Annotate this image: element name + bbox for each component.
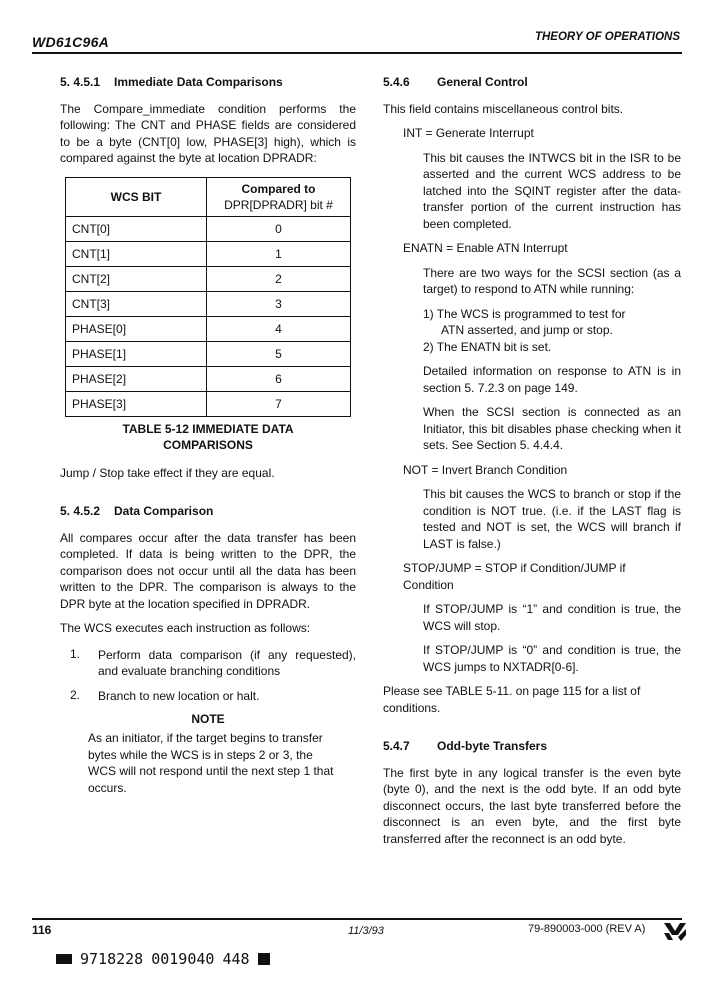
header-rule (32, 52, 682, 54)
company-logo-icon (664, 921, 686, 943)
table-header-compared-line1: Compared to (241, 181, 316, 196)
table-cell-value: 2 (207, 266, 351, 291)
paragraph-see-table: Please see TABLE 5-11. on page 115 for a list of conditions. (383, 684, 641, 715)
section-number: 5.4.7 (383, 739, 410, 753)
table-cell-bit: PHASE[3] (66, 391, 207, 416)
table-row (66, 366, 351, 391)
list-item (60, 688, 356, 705)
not-description: This bit causes the WCS to branch or stop if the condition is NOT true. (i.e. if the LAST flag is tested and NOT is set, the WCS will branch if LAST is false.) (423, 487, 681, 551)
barcode-text-1: 9718228 (80, 950, 144, 968)
barcode-block-icon (56, 954, 72, 964)
barcode-text-3: 448 (222, 950, 250, 968)
paragraph-compare-immediate: The Compare_immediate condition performs the following: The CNT and PHASE fields are considered to be a byte (CNT[0] low, PHASE[3] high), which is compared against the byte at location DPRADR: (60, 101, 356, 165)
table-cell-value: 6 (207, 366, 351, 391)
table-cell-bit: CNT[2] (66, 266, 207, 291)
table-caption-line1: TABLE 5-12 IMMEDIATE DATA (122, 421, 294, 436)
barcode-text-2: 0019040 (151, 950, 215, 968)
table-cell-bit: PHASE[0] (66, 316, 207, 341)
enatn-list-2: 2) The ENATN bit is set. (423, 339, 552, 354)
stop-jump-0: If STOP/JUMP is “0” and condition is true, the WCS jumps to NXTADR[0-6]. (423, 643, 681, 674)
table-cell-value: 4 (207, 316, 351, 341)
table-row (66, 266, 351, 291)
table-row (66, 341, 351, 366)
table-cell-value: 5 (207, 341, 351, 366)
table-cell-bit: CNT[3] (66, 291, 207, 316)
section-number: 5. 4.5.1 (60, 75, 101, 89)
section-number: 5. 4.5.2 (60, 504, 101, 518)
table-header-wcs-bit: WCS BIT (66, 177, 207, 216)
footer-page-number: 116 (32, 923, 52, 937)
enatn-detail: Detailed information on response to ATN is in section 5. 7.2.3 on page 149. (423, 364, 681, 395)
table-cell-bit: PHASE[2] (66, 366, 207, 391)
immediate-comparison-table (65, 177, 351, 417)
paragraph-data-comparison: All compares occur after the data transfer has been completed. If data is being written to the DPR, the comparison does not occur until all the data has been written to the DPR. The comparison is always to the DPR byte at the location specified in DPRADR. (60, 530, 356, 611)
paragraph-odd-byte: The first byte in any logical transfer is the even byte (byte 0), and the next is the odd byte. If an odd byte disconnect occurs, the last byte transferred before the disconnect is an even byte, and the first byte transferred after the reconnect is an odd byte. (383, 765, 681, 846)
table-row (66, 241, 351, 266)
section-title: Odd-byte Transfers (437, 739, 548, 753)
table-header-compared (207, 177, 351, 216)
paragraph-jump-stop: Jump / Stop take effect if they are equal. (60, 465, 275, 480)
footer-rule (32, 918, 682, 920)
table-row (66, 391, 351, 416)
enatn-list-1b: ATN asserted, and jump or stop. (441, 323, 613, 337)
table-cell-value: 0 (207, 216, 351, 241)
section-title: Immediate Data Comparisons (114, 75, 283, 89)
enatn-heading: ENATN = Enable ATN Interrupt (403, 241, 568, 255)
footer-date: 11/3/93 (348, 925, 384, 937)
table-cell-bit: CNT[0] (66, 216, 207, 241)
table-cell-value: 1 (207, 241, 351, 266)
section-number: 5.4.6 (383, 75, 410, 89)
list-text: Branch to new location or halt. (98, 688, 260, 703)
table-row (66, 291, 351, 316)
table-cell-bit: PHASE[1] (66, 341, 207, 366)
enatn-initiator: When the SCSI section is connected as an Initiator, this bit disables phase checking when it sets. See Section 5. 4.4.4. (423, 405, 681, 452)
list-number: 2. (70, 687, 81, 702)
section-heading-5451 (60, 74, 356, 91)
section-heading-547 (383, 738, 681, 755)
table-header-row (66, 177, 351, 216)
table-row (66, 216, 351, 241)
table-row (66, 316, 351, 341)
table-header-compared-line2: DPR[DPRADR] bit # (224, 197, 333, 212)
table-caption (60, 421, 356, 453)
section-heading-546 (383, 74, 681, 91)
list-item (60, 647, 356, 680)
section-heading-5452 (60, 503, 356, 520)
paragraph-wcs-executes: The WCS executes each instruction as follows: (60, 621, 311, 635)
note-text: As an initiator, if the target begins to transfer bytes while the WCS is in steps 2 or 3, the WCS will not respond until the next step 1 that occurs. (88, 731, 334, 795)
header-section-title: THEORY OF OPERATIONS (534, 31, 680, 43)
stop-jump-1: If STOP/JUMP is “1” and condition is true, the WCS will stop. (423, 602, 681, 633)
paragraph-general-control: This field contains miscellaneous control bits. (383, 101, 624, 116)
int-heading: INT = Generate Interrupt (403, 126, 534, 140)
stop-jump-heading: STOP/JUMP = STOP if Condition/JUMP if Condition (403, 561, 626, 592)
left-column (60, 74, 356, 796)
barcode-block-icon (258, 953, 270, 965)
header-doc-id: WD61C96A (32, 34, 110, 50)
table-cell-value: 3 (207, 291, 351, 316)
note-heading: NOTE (191, 712, 225, 726)
enatn-description: There are two ways for the SCSI section (as a target) to respond to ATN while running: (423, 265, 681, 296)
section-title: General Control (437, 75, 528, 89)
table-cell-bit: CNT[1] (66, 241, 207, 266)
barcode-line (56, 950, 270, 968)
enatn-list-1a: 1) The WCS is programmed to test for (423, 306, 626, 321)
int-description: This bit causes the INTWCS bit in the ISR to be asserted and the current WCS address to be latched into the SQINT register after the data-transfer portion of the current instruction has been completed. (423, 150, 681, 231)
table-cell-value: 7 (207, 391, 351, 416)
right-column (383, 74, 681, 847)
section-title: Data Comparison (114, 504, 214, 518)
footer-doc-number: 79-890003-000 (REV A) (528, 923, 646, 935)
list-number: 1. (70, 646, 81, 661)
not-heading: NOT = Invert Branch Condition (403, 462, 568, 477)
list-text: Perform data comparison (if any requested), and evaluate branching conditions (98, 647, 356, 678)
table-caption-line2: COMPARISONS (163, 437, 253, 452)
